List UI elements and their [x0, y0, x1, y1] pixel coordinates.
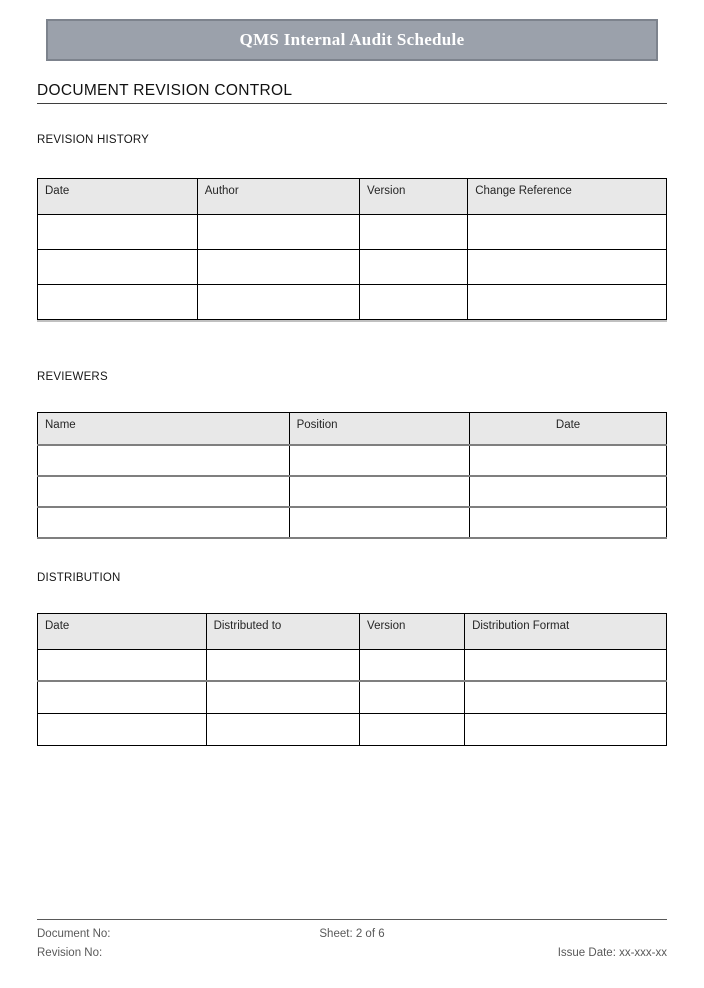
revision-history-cell[interactable] [38, 250, 198, 285]
reviewers-cell[interactable] [38, 507, 290, 538]
distribution-cell[interactable] [360, 649, 465, 681]
table-row [38, 445, 667, 476]
table-row [38, 476, 667, 507]
distribution-table [37, 613, 667, 746]
reviewers-cell[interactable] [470, 476, 667, 507]
reviewers-cell[interactable] [38, 445, 290, 476]
reviewers-cell[interactable] [470, 507, 667, 538]
column-header-name: Name [38, 413, 290, 445]
column-header-distributed-to: Distributed to [206, 613, 359, 649]
column-header-version: Version [360, 613, 465, 649]
section-label-distribution: DISTRIBUTION [37, 571, 121, 584]
table-row [38, 285, 667, 320]
reviewers-cell[interactable] [38, 476, 290, 507]
revision-history-cell[interactable] [360, 285, 468, 320]
distribution-cell[interactable] [360, 681, 465, 713]
revision-no-label: Revision No: [37, 947, 103, 959]
column-header-date: Date [38, 179, 198, 215]
reviewers-cell[interactable] [289, 476, 470, 507]
section-label-revision-history: REVISION HISTORY [37, 134, 150, 146]
revision-history-cell[interactable] [197, 285, 359, 320]
revision-history-cell[interactable] [360, 215, 468, 250]
page-footer [37, 919, 667, 963]
distribution-cell[interactable] [465, 649, 667, 681]
revision-history-cell[interactable] [38, 285, 198, 320]
revision-history-cell[interactable] [38, 215, 198, 250]
revision-history-cell[interactable] [468, 285, 667, 320]
distribution-cell[interactable] [465, 713, 667, 745]
document-no-label: Document No: [37, 928, 111, 940]
table-row [38, 713, 667, 745]
revision-history-table [37, 178, 667, 320]
table-row [38, 507, 667, 538]
revision-history-cell[interactable] [468, 215, 667, 250]
table-row [38, 681, 667, 713]
reviewers-header-row [38, 413, 667, 445]
revision-history-cell[interactable] [197, 250, 359, 285]
table-row [38, 649, 667, 681]
revision-history-cell[interactable] [468, 250, 667, 285]
column-header-distribution-format: Distribution Format [465, 613, 667, 649]
document-title: QMS Internal Audit Schedule [239, 30, 465, 49]
table-row [38, 215, 667, 250]
page-heading: DOCUMENT REVISION CONTROL [37, 81, 667, 104]
table-row [38, 250, 667, 285]
column-header-version: Version [360, 179, 468, 215]
distribution-cell[interactable] [206, 649, 359, 681]
column-header-author: Author [197, 179, 359, 215]
column-header-position: Position [289, 413, 470, 445]
sheet-label: Sheet: 2 of 6 [319, 928, 385, 940]
reviewers-table [37, 412, 667, 539]
distribution-cell[interactable] [38, 649, 207, 681]
reviewers-cell[interactable] [289, 507, 470, 538]
revision-history-cell[interactable] [360, 250, 468, 285]
distribution-cell[interactable] [206, 713, 359, 745]
distribution-cell[interactable] [465, 681, 667, 713]
footer-row-1 [37, 925, 667, 944]
section-label-reviewers: REVIEWERS [37, 371, 108, 383]
distribution-cell[interactable] [38, 713, 207, 745]
distribution-cell[interactable] [206, 681, 359, 713]
revision-history-header-row [38, 179, 667, 215]
reviewers-cell[interactable] [289, 445, 470, 476]
column-header-date: Date [470, 413, 667, 445]
revision-history-cell[interactable] [197, 215, 359, 250]
distribution-cell[interactable] [38, 681, 207, 713]
footer-row-2 [37, 944, 667, 963]
distribution-cell[interactable] [360, 713, 465, 745]
column-header-date: Date [38, 613, 207, 649]
issue-date-label: Issue Date: xx-xxx-xx [557, 947, 667, 959]
document-title-banner [46, 19, 658, 61]
reviewers-cell[interactable] [470, 445, 667, 476]
distribution-header-row [38, 613, 667, 649]
column-header-change-reference: Change Reference [468, 179, 667, 215]
